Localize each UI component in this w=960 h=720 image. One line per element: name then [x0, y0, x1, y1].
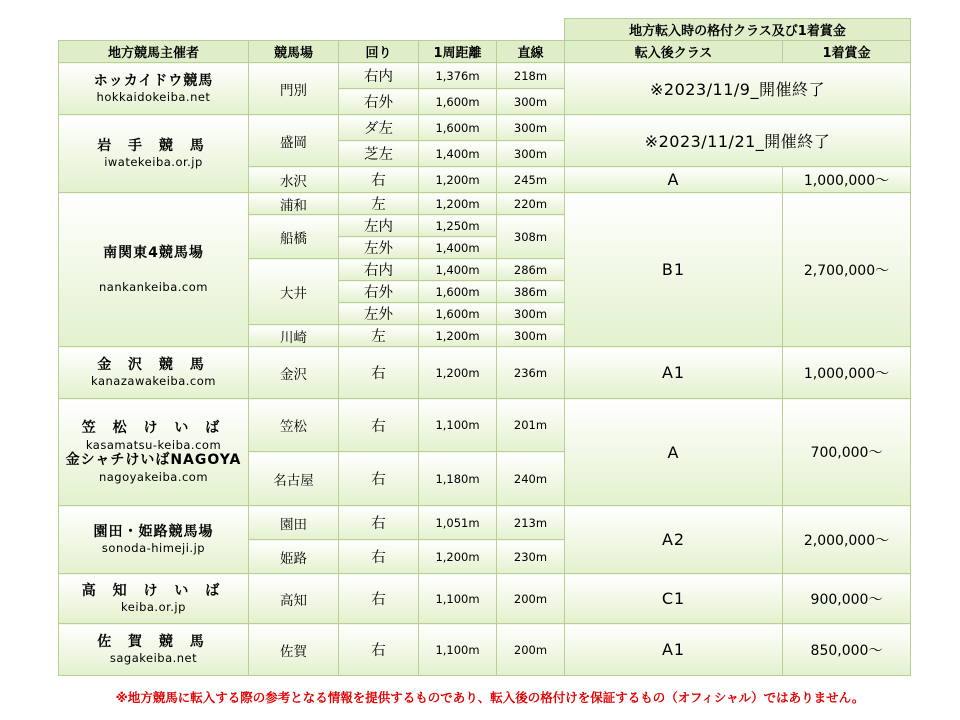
class-tokai: A — [565, 399, 783, 506]
organizer-name: 金シャチけいばNAGOYA — [65, 452, 242, 468]
table-row — [59, 506, 911, 540]
direction: 右内 — [339, 259, 419, 281]
col-class: 転入後クラス — [565, 41, 783, 63]
track-urawa: 浦和 — [249, 193, 339, 215]
organizer-name: 南関東4競馬場 — [103, 244, 204, 261]
lap-distance: 1,200m — [419, 193, 497, 215]
organizer-minami-kanto — [59, 193, 249, 347]
straight: 300m — [497, 325, 565, 347]
direction: 右 — [339, 574, 419, 624]
lap-distance: 1,100m — [419, 624, 497, 676]
track-morioka: 盛岡 — [249, 115, 339, 167]
track-kawasaki: 川崎 — [249, 325, 339, 347]
direction: 右 — [339, 506, 419, 540]
organizer-url: iwatekeiba.or.jp — [104, 155, 203, 170]
straight: 236m — [497, 347, 565, 399]
header-blank — [59, 19, 565, 41]
lap-distance: 1,051m — [419, 506, 497, 540]
col-organizer: 地方競馬主催者 — [59, 41, 249, 63]
table-row — [59, 399, 911, 452]
straight: 386m — [497, 281, 565, 303]
organizer-url: kanazawakeiba.com — [91, 374, 216, 389]
direction: 右 — [339, 347, 419, 399]
lap-distance: 1,600m — [419, 281, 497, 303]
prize-tokai: 700,000～ — [783, 399, 911, 506]
prize-kochi: 900,000～ — [783, 574, 911, 624]
col-prize: 1着賞金 — [783, 41, 911, 63]
straight: 200m — [497, 624, 565, 676]
lap-distance: 1,100m — [419, 399, 497, 452]
lap-distance: 1,200m — [419, 325, 497, 347]
organizer-name: 園田・姫路競馬場 — [93, 523, 214, 540]
ended-iwate: ※2023/11/21_開催終了 — [565, 115, 911, 167]
organizer-tokai — [59, 399, 249, 506]
organizer-url: kasamatsu-keiba.com — [85, 437, 222, 452]
track-kochi: 高知 — [249, 574, 339, 624]
straight: 300m — [497, 115, 565, 141]
table-row — [59, 624, 911, 676]
header-row-1 — [59, 19, 911, 41]
lap-distance: 1,200m — [419, 540, 497, 574]
prize-minami-kanto: 2,700,000～ — [783, 193, 911, 347]
straight: 220m — [497, 193, 565, 215]
track-kasamatsu: 笠松 — [249, 399, 339, 452]
class-mizusawa: A — [565, 167, 783, 193]
table-row — [59, 63, 911, 89]
prize-kanazawa: 1,000,000～ — [783, 347, 911, 399]
direction: 右 — [339, 167, 419, 193]
prize-mizusawa: 1,000,000～ — [783, 167, 911, 193]
lap-distance: 1,180m — [419, 452, 497, 506]
organizer-url: nagoyakeiba.com — [98, 469, 209, 484]
direction: 右内 — [339, 63, 419, 89]
header-group-title: 地方転入時の格付クラス及び1着賞金 — [565, 19, 911, 41]
prize-hyogo: 2,000,000～ — [783, 506, 911, 574]
class-hyogo: A2 — [565, 506, 783, 574]
col-lap-distance: 1周距離 — [419, 41, 497, 63]
straight: 300m — [497, 141, 565, 167]
organizer-name: 佐 賀 競 馬 — [97, 633, 210, 650]
direction: 左外 — [339, 303, 419, 325]
lap-distance: 1,400m — [419, 141, 497, 167]
class-minami-kanto: B1 — [565, 193, 783, 347]
direction: 左 — [339, 325, 419, 347]
track-ooi: 大井 — [249, 259, 339, 325]
direction: 右外 — [339, 281, 419, 303]
track-mizusawa: 水沢 — [249, 167, 339, 193]
table-row — [59, 574, 911, 624]
organizer-hokkaido — [59, 63, 249, 115]
col-direction: 回り — [339, 41, 419, 63]
track-kanazawa: 金沢 — [249, 347, 339, 399]
straight: 200m — [497, 574, 565, 624]
straight: 300m — [497, 89, 565, 115]
organizer-kochi — [59, 574, 249, 624]
track-monbetsu: 門別 — [249, 63, 339, 115]
direction: ダ左 — [339, 115, 419, 141]
table-container — [58, 18, 911, 676]
lap-distance: 1,376m — [419, 63, 497, 89]
organizer-url: hokkaidokeiba.net — [96, 90, 211, 105]
lap-distance: 1,400m — [419, 237, 497, 259]
straight: 308m — [497, 215, 565, 259]
organizer-url: sonoda-himeji.jp — [101, 541, 206, 556]
transfer-class-table — [58, 18, 911, 676]
track-sonoda: 園田 — [249, 506, 339, 540]
direction: 右 — [339, 399, 419, 452]
disclaimer-note: ※地方競馬に転入する際の参考となる情報を提供するものであり、転入後の格付けを保証するもの（オフィシャル）ではありません。 — [115, 690, 865, 705]
header-row-2 — [59, 41, 911, 63]
lap-distance: 1,600m — [419, 89, 497, 115]
organizer-name: 岩 手 競 馬 — [97, 137, 210, 154]
class-saga: A1 — [565, 624, 783, 676]
direction: 左 — [339, 193, 419, 215]
straight: 245m — [497, 167, 565, 193]
track-nagoya: 名古屋 — [249, 452, 339, 506]
lap-distance: 1,200m — [419, 167, 497, 193]
straight: 218m — [497, 63, 565, 89]
direction: 芝左 — [339, 141, 419, 167]
organizer-name: ホッカイドウ競馬 — [93, 72, 214, 89]
organizer-kanazawa — [59, 347, 249, 399]
prize-saga: 850,000～ — [783, 624, 911, 676]
organizer-sonoda-himeji — [59, 506, 249, 574]
direction: 右外 — [339, 89, 419, 115]
organizer-name: 金 沢 競 馬 — [97, 356, 210, 373]
organizer-name: 笠 松 け い ば — [81, 420, 226, 437]
organizer-url: nankankeiba.com — [98, 280, 208, 295]
straight: 286m — [497, 259, 565, 281]
class-kanazawa: A1 — [565, 347, 783, 399]
straight: 240m — [497, 452, 565, 506]
straight: 201m — [497, 399, 565, 452]
straight: 213m — [497, 506, 565, 540]
organizer-url: sagakeiba.net — [109, 651, 198, 666]
organizer-iwate — [59, 115, 249, 193]
col-track: 競馬場 — [249, 41, 339, 63]
track-funabashi: 船橋 — [249, 215, 339, 259]
ended-hokkaido: ※2023/11/9_開催終了 — [565, 63, 911, 115]
track-himeji: 姫路 — [249, 540, 339, 574]
lap-distance: 1,200m — [419, 347, 497, 399]
straight: 300m — [497, 303, 565, 325]
direction: 左外 — [339, 237, 419, 259]
straight: 230m — [497, 540, 565, 574]
table-row — [59, 115, 911, 141]
direction: 右 — [339, 452, 419, 506]
lap-distance: 1,100m — [419, 574, 497, 624]
table-row — [59, 347, 911, 399]
organizer-name: 高 知 け い ば — [81, 582, 226, 599]
lap-distance: 1,250m — [419, 215, 497, 237]
organizer-saga — [59, 624, 249, 676]
lap-distance: 1,600m — [419, 115, 497, 141]
lap-distance: 1,600m — [419, 303, 497, 325]
track-saga: 佐賀 — [249, 624, 339, 676]
table-row — [59, 193, 911, 215]
direction: 右 — [339, 624, 419, 676]
col-straight: 直線 — [497, 41, 565, 63]
direction: 左内 — [339, 215, 419, 237]
organizer-url: keiba.or.jp — [121, 600, 186, 615]
class-kochi: C1 — [565, 574, 783, 624]
lap-distance: 1,400m — [419, 259, 497, 281]
direction: 右 — [339, 540, 419, 574]
